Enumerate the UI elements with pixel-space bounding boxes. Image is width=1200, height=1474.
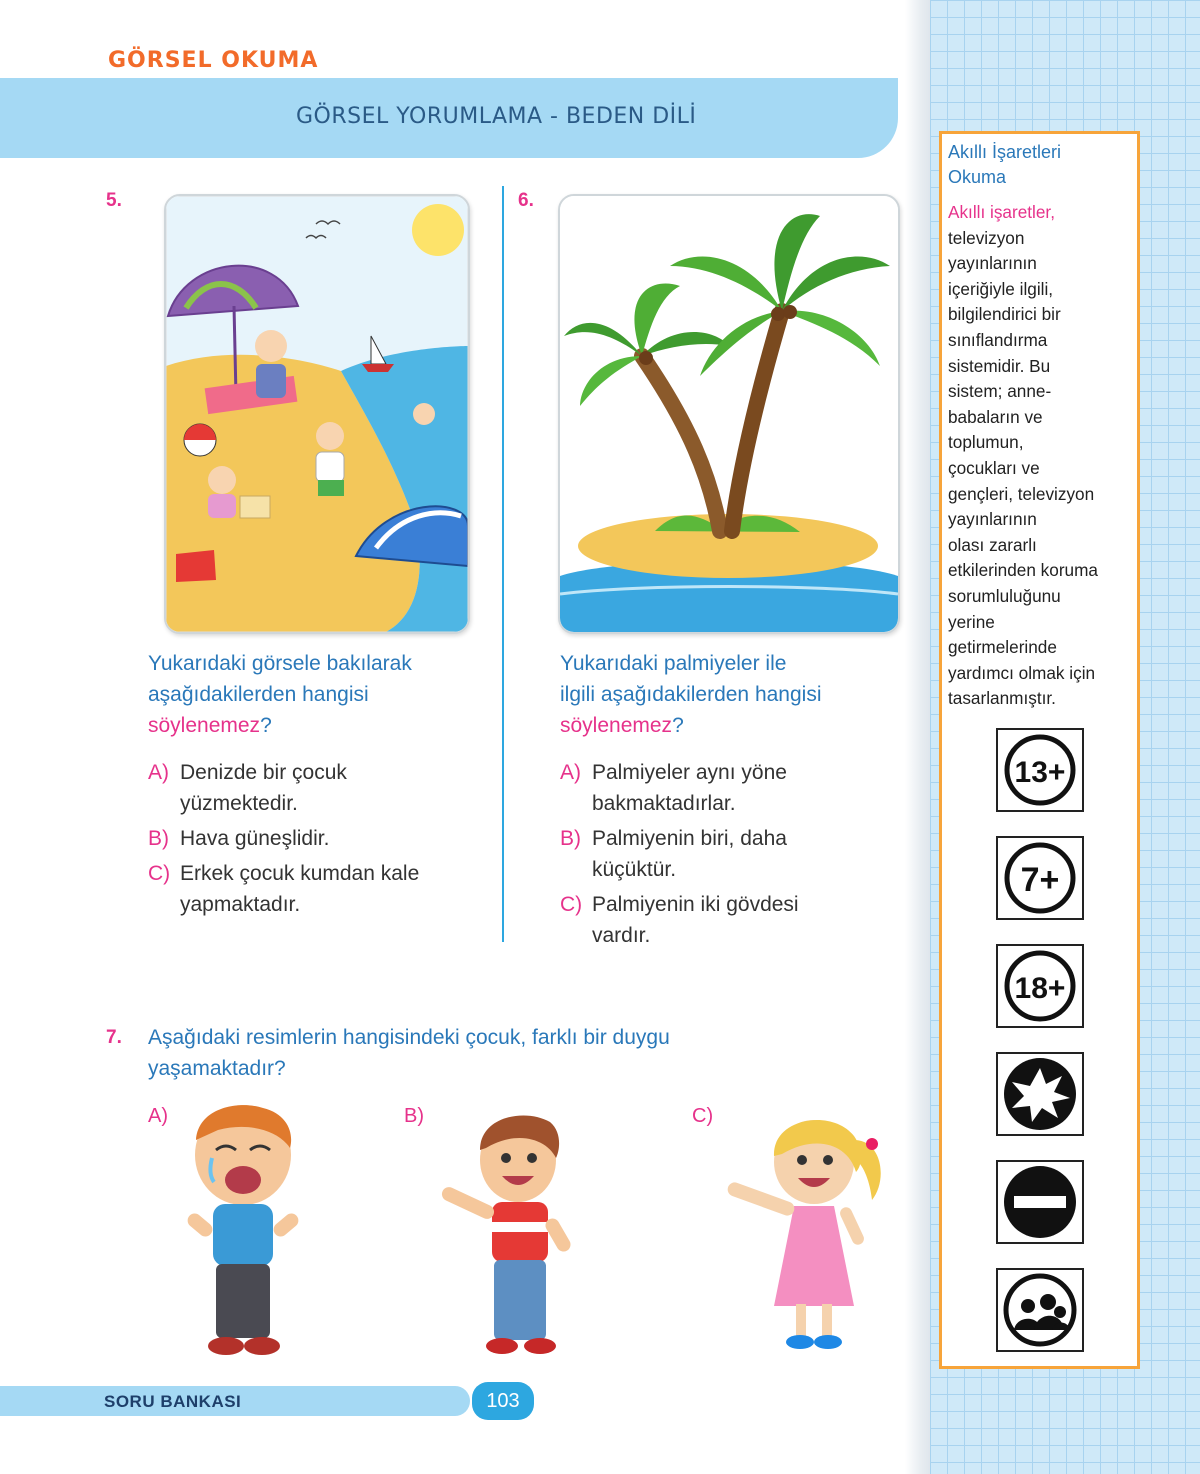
sidebar-line: çocukları ve [948,457,1040,478]
q6-option-a-line-1: Palmiyeler aynı yöne [592,761,787,784]
section-label: GÖRSEL OKUMA [108,48,319,73]
grey-trousers [216,1264,270,1338]
question-7-number: 7. [106,1027,122,1048]
sidebar-line: sorumluluğunu [948,585,1061,606]
blue-jeans [494,1260,546,1340]
page-gutter [905,0,930,1474]
question-6-mark: ? [672,714,684,737]
page-title: GÖRSEL YORUMLAMA - BEDEN DİLİ [296,104,697,129]
footer-brand: SORU BANKASI [104,1392,242,1411]
sidebar-line: yayınlarının [948,509,1037,530]
q6-option-c-letter: C) [560,893,583,916]
rating-13-plus-icon [996,728,1084,812]
rating-18-plus-icon [996,944,1084,1028]
title-band [0,78,898,158]
question-6-line-1: Yukarıdaki palmiyeler ile [560,652,787,675]
negative-content-icon [996,1160,1084,1244]
sidebar-title-line-2: Okuma [948,167,1007,187]
question-6-number: 6. [518,190,534,211]
sidebar-line: gençleri, televizyon [948,483,1095,504]
eye-icon [823,1155,833,1165]
palm-tree-illustration [558,194,900,634]
q6-option-a-letter: A) [560,761,581,784]
q5-option-a-letter: A) [148,761,169,784]
swimmer-figure [413,403,435,425]
sidebar-line: olası zararlı [948,534,1037,555]
palm-island-scene [560,196,898,632]
question-5-text [148,648,488,741]
question-5-line-2: aşağıdakilerden hangisi [148,683,369,706]
q6-option-b-letter: B) [560,827,581,850]
cooler-icon [176,550,216,582]
question-7-line-2: yaşamaktadır? [148,1057,286,1080]
eye-icon [501,1153,511,1163]
blue-shirt [213,1204,273,1266]
sidebar-line: babaların ve [948,406,1043,427]
sidebar-line: toplumun, [948,432,1024,453]
q5-option-c-letter: C) [148,862,171,885]
q5-option-c[interactable] [148,858,488,920]
pink-dress [774,1206,854,1306]
sidebar-line: yardımcı olmak için [948,662,1096,683]
violence-warning-icon [996,1052,1084,1136]
boy-figure [316,422,344,450]
beach-scene [166,196,468,632]
question-5-emphasis: söylenemez [148,714,261,737]
question-7-text [148,1022,868,1084]
q7-option-c-label[interactable]: C) [692,1105,714,1127]
question-5-mark: ? [260,714,272,737]
q7-option-a-label[interactable]: A) [148,1105,168,1127]
question-5-line-1: Yukarıdaki görsele bakılarak [148,652,412,675]
beach-illustration [164,194,470,634]
sidebar-line: sistemidir. Bu [948,355,1051,376]
page-number: 103 [472,1382,534,1420]
sidebar-line: bilgilendirici bir [948,304,1061,325]
sidebar-info-box [939,131,1140,1369]
question-6-line-2: ilgili aşağıdakilerden hangisi [560,683,822,706]
sidebar-line: tasarlanmıştır. [948,688,1056,709]
sun-icon [412,204,464,256]
q6-option-c[interactable] [560,889,900,951]
q6-option-c-line-2: vardır. [592,924,651,947]
footer-band [0,1386,470,1416]
q5-option-b[interactable] [148,823,488,854]
girl-figure [255,330,287,362]
kid-figure [208,466,236,494]
q5-option-b-line-1: Hava güneşlidir. [180,827,330,850]
sidebar-line: yerine [948,611,995,632]
rating-7-label: 7+ [1020,861,1060,899]
eye-icon [527,1153,537,1163]
q6-option-a[interactable] [560,757,900,819]
q5-option-a[interactable] [148,757,488,819]
q5-option-b-letter: B) [148,827,169,850]
sidebar-line: yayınlarının [948,253,1037,274]
q6-option-b-line-1: Palmiyenin biri, daha [592,827,787,850]
eye-icon [797,1155,807,1165]
crying-mouth [225,1166,261,1194]
sidebar-line: sınıflandırma [948,329,1048,350]
q5-option-c-line-1: Erkek çocuk kumdan kale [180,862,420,885]
q6-option-b[interactable] [560,823,900,885]
ponytail [854,1140,881,1200]
q7-option-b-label[interactable]: B) [404,1105,424,1127]
sandcastle-icon [240,496,270,518]
waving-hand [440,1185,497,1221]
sidebar-line: getirmelerinde [948,637,1057,658]
rating-18-label: 18+ [1014,972,1066,1005]
waving-girl-illustration[interactable] [722,1110,892,1360]
sidebar-line: etkilerinden koruma [948,560,1098,581]
sidebar-line: içeriğiyle ilgili, [948,278,1054,299]
q6-option-b-line-2: küçüktür. [592,858,677,881]
q5-option-a-line-2: yüzmektedir. [180,792,298,815]
q6-option-a-line-2: bakmaktadırlar. [592,792,736,815]
sidebar-title-line-1: Akıllı İşaretleri [948,142,1062,162]
question-6-emphasis: söylenemez [560,714,673,737]
q5-option-c-line-2: yapmaktadır. [180,893,301,916]
waving-boy-illustration[interactable] [436,1110,586,1360]
q5-option-a-line-1: Denizde bir çocuk [180,761,347,784]
column-divider [502,186,504,942]
sidebar-line: televizyon [948,227,1025,248]
sidebar-intro: Akıllı işaretler, [948,202,1055,222]
question-6-text [560,648,900,741]
question-5-number: 5. [106,190,122,211]
general-audience-icon [996,1268,1084,1352]
sidebar-body [948,200,1138,712]
question-7-line-1: Aşağıdaki resimlerin hangisindeki çocuk, farklı bir duygu [148,1026,670,1049]
sidebar-line: sistem; anne- [948,381,1052,402]
crying-boy-illustration[interactable] [178,1100,308,1360]
rating-7-plus-icon [996,836,1084,920]
sidebar-title [948,140,1134,190]
q6-option-c-line-1: Palmiyenin iki gövdesi [592,893,799,916]
rating-13-label: 13+ [1014,756,1066,789]
